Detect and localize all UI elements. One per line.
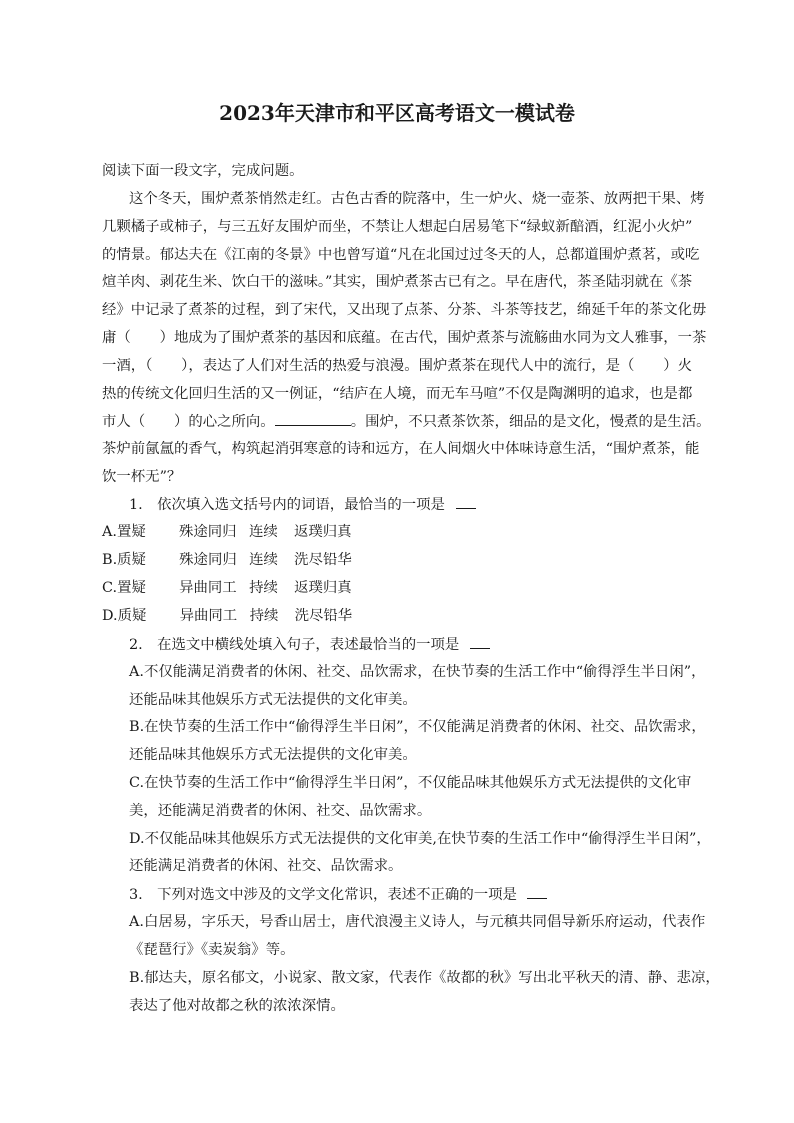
option-word: 异曲同工 (179, 608, 238, 624)
option-word: 置疑 (116, 524, 146, 540)
option-word: 持续 (249, 580, 278, 596)
option-line: B.郁达夫，原名郁文，小说家、散文家，代表作《故都的秋》写出北平秋天的清、静、悲凉， (129, 970, 720, 986)
option-word: 返璞归真 (294, 580, 352, 596)
passage-line: 茶炉前氤氲的香气，构筑起消弭寒意的诗和远方，在人间烟火中体味诗意生活，“围炉煮茶，能 (102, 441, 700, 457)
question-text: 2. 在选文中横线处填入句子，表述最恰当的一项是 (129, 637, 460, 653)
option-word: 连续 (249, 552, 278, 568)
option-word: 连续 (248, 524, 278, 540)
option-line: A.白居易，字乐天，号香山居士，唐代浪漫主义诗人，与元稹共同倡导新乐府运动，代表作 (129, 914, 706, 930)
passage-line: 的情景。郁达夫在《江南的冬景》中也曾写道“凡在北国过过冬天的人，总都道围炉煮茗，或吃 (102, 247, 700, 263)
passage-line: 一酒，（ ），表达了人们对生活的热爱与浪漫。围炉煮茶在现代人中的流行，是（ ）火 (102, 358, 693, 374)
option-line: A.不仅能满足消费者的休闲、社交、品饮需求，在快节奏的生活工作中“偷得浮生半日闲”， (129, 664, 706, 680)
passage-line: 几颗橘子或柿子，与三五好友围炉而坐，不禁让人想起白居易笔下“绿蚁新醅酒，红泥小火炉” (102, 219, 693, 235)
answer-blank (527, 884, 547, 899)
option-line: 还能品味其他娱乐方式无法提供的文化审美。 (129, 692, 417, 708)
fill-in-blank (275, 411, 351, 426)
option-line: 还能品味其他娱乐方式无法提供的文化审美。 (129, 747, 417, 763)
question-3-stem (129, 884, 547, 905)
option-word: 质疑 (117, 552, 146, 568)
option-line: D.不仅能品味其他娱乐方式无法提供的文化审美,在快节奏的生活工作中“偷得浮生半日闲”， (129, 831, 711, 847)
option-b (102, 550, 352, 570)
option-word: 质疑 (117, 608, 147, 624)
option-word: 殊途同归 (178, 524, 237, 540)
passage-text: 市人（ ）的心之所向。 (102, 414, 275, 430)
question-text: 3. 下列对选文中涉及的文学文化常识，表述不正确的一项是 (129, 887, 517, 903)
passage-text: 。围炉，不只煮茶饮茶，细品的是文化，慢煮的是生活。 (350, 414, 711, 430)
passage-line: 这个冬天，围炉煮茶悄然走红。古色古香的院落中，生一炉火、烧一壶茶、放两把干果、烤 (129, 191, 705, 207)
answer-blank (470, 634, 490, 649)
option-a (102, 522, 352, 542)
option-line: 美，还能满足消费者的休闲、社交、品饮需求。 (129, 803, 432, 819)
question-1-stem (129, 494, 476, 515)
option-word: 置疑 (117, 580, 146, 596)
option-word: 洗尽铅华 (294, 552, 352, 568)
option-word: 殊途同归 (179, 552, 237, 568)
page-title: 2023年天津市和平区高考语文一模试卷 (219, 101, 575, 125)
option-line: B.在快节奏的生活工作中“偷得浮生半日闲”，不仅能满足消费者的休闲、社交、品饮需求， (129, 719, 706, 735)
option-word: 持续 (249, 608, 279, 624)
option-line: 还能满足消费者的休闲、社交、品饮需求。 (129, 858, 403, 874)
instruction-text: 阅读下面一段文字，完成问题。 (102, 163, 304, 179)
option-line: 《琵琶行》《卖炭翁》等。 (129, 942, 295, 958)
option-word: 洗尽铅华 (294, 608, 353, 624)
passage-line: 经》中记录了煮茶的过程，到了宋代，又出现了点茶、分茶、斗茶等技艺，绵延千年的茶文化毋 (102, 302, 707, 318)
question-2-stem (129, 634, 490, 655)
option-d (102, 606, 352, 626)
option-letter: D. (102, 608, 118, 624)
option-line: C.在快节奏的生活工作中“偷得浮生半日闲”，不仅能品味其他娱乐方式无法提供的文化审 (129, 775, 692, 791)
passage-line: 饮一杯无”？ (102, 469, 182, 485)
answer-blank (456, 494, 476, 509)
option-word: 异曲同工 (179, 580, 237, 596)
option-letter: B. (102, 552, 118, 568)
passage-line: 庸（ ）地成为了围炉煮茶的基因和底蕴。在古代，围炉煮茶与流觞曲水同为文人雅事，一茶 (102, 330, 707, 346)
passage-line: 热的传统文化回归生活的又一例证，“结庐在人境，而无车马喧”不仅是陶渊明的追求，也是都 (102, 386, 693, 402)
option-letter: A. (102, 524, 117, 540)
passage-line-with-blank (102, 411, 710, 432)
passage-line: 煊羊肉、剥花生米、饮白干的滋味。”其实，围炉煮茶古已有之。早在唐代，茶圣陆羽就在《茶 (102, 274, 693, 290)
option-word: 返璞归真 (293, 524, 352, 540)
option-letter: C. (102, 580, 118, 596)
option-line: 表达了他对故都之秋的浓浓深情。 (129, 998, 345, 1014)
question-text: 1. 依次填入选文括号内的词语，最恰当的一项是 (129, 497, 445, 513)
option-c (102, 578, 352, 598)
